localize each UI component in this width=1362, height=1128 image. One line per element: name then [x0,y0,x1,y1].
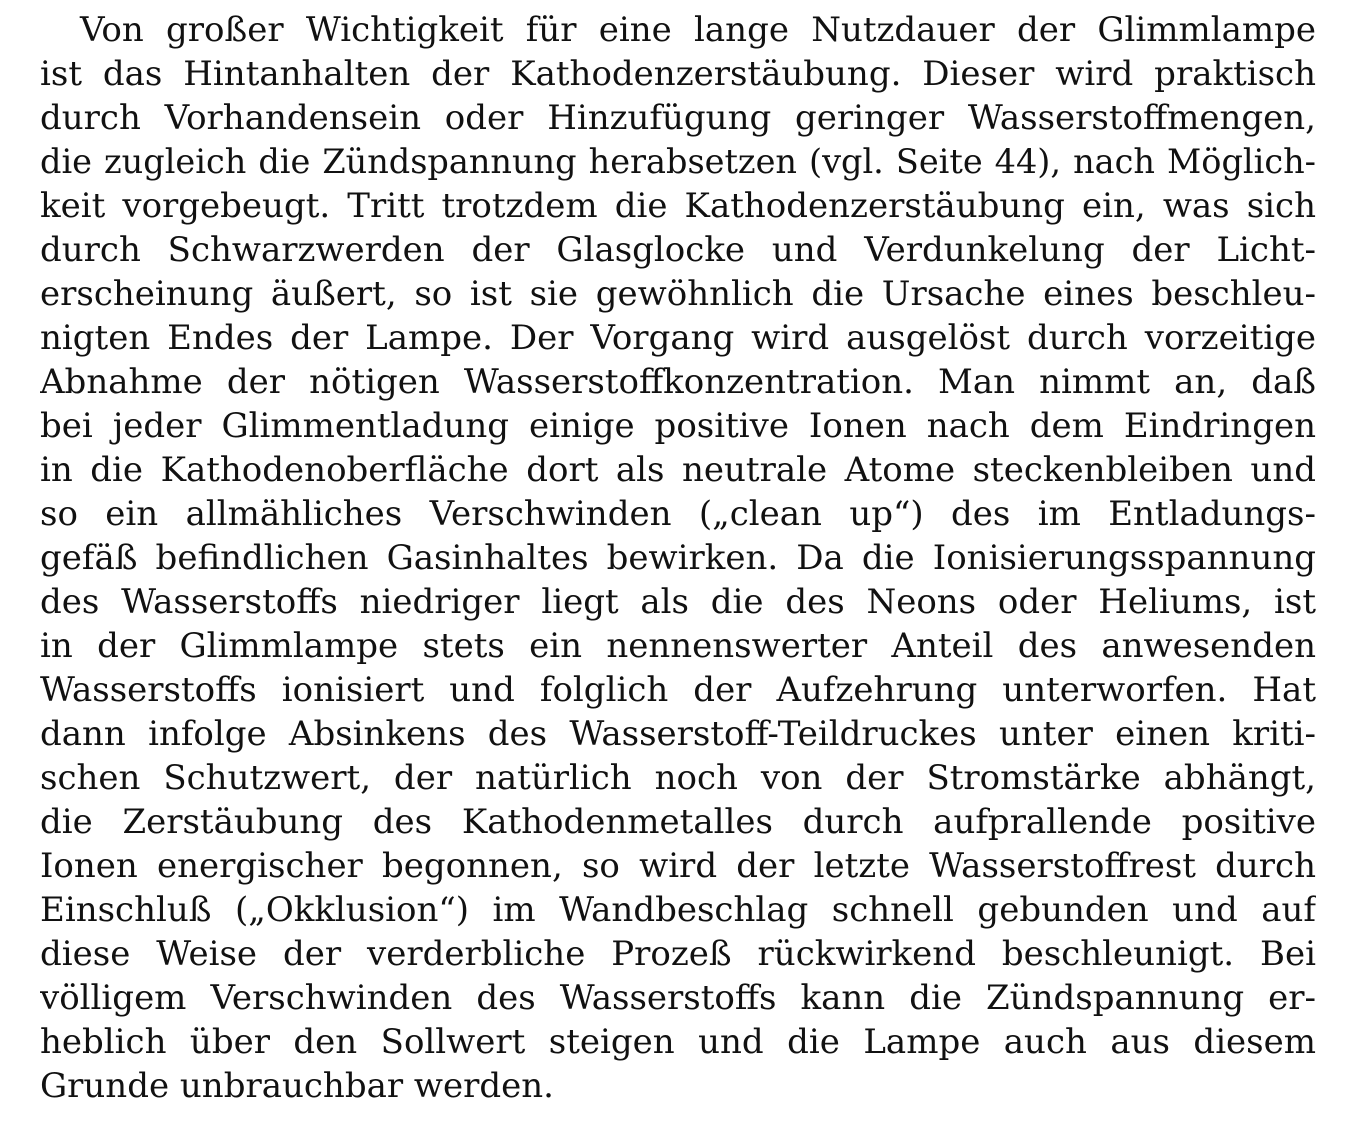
text-line: schen Schutzwert, der natürlich noch von der Stromstärke abhängt, [40,758,1316,798]
text-line: erscheinung äußert, so ist sie gewöhnlich die Ursache eines beschleu- [40,274,1316,314]
text-line: Abnahme der nötigen Wasserstoffkonzentration. Man nimmt an, daß [40,362,1316,402]
text-line: Einschluß („Okklusion“) im Wandbeschlag schnell gebunden und auf [40,890,1316,930]
text-line: so ein allmähliches Verschwinden („clean up“) des im Entladungs- [40,494,1316,534]
text-line: Von großer Wichtigkeit für eine lange Nutzdauer der Glimmlampe [80,10,1316,50]
text-line: diese Weise der verderbliche Prozeß rückwirkend beschleunigt. Bei [40,934,1316,974]
text-line: durch Schwarzwerden der Glasglocke und Verdunkelung der Licht- [40,230,1316,270]
text-line: dann infolge Absinkens des Wasserstoff-Teildruckes unter einen kriti- [40,714,1316,754]
text-line: die zugleich die Zündspannung herabsetzen (vgl. Seite 44), nach Möglich- [40,142,1316,181]
body-paragraph [40,8,1316,1108]
text-line: Grunde unbrauchbar werden. [40,1066,554,1106]
text-line: bei jeder Glimmentladung einige positive Ionen nach dem Eindringen [40,406,1316,446]
text-line: die Zerstäubung des Kathodenmetalles durch aufprallende positive [40,802,1316,842]
text-line: durch Vorhandensein oder Hinzufügung geringer Wasserstoffmengen, [40,98,1316,138]
text-line: gefäß befindlichen Gasinhaltes bewirken. Da die Ionisierungsspannung [40,538,1316,578]
text-line: heblich über den Sollwert steigen und die Lampe auch aus diesem [40,1022,1316,1062]
text-line: nigten Endes der Lampe. Der Vorgang wird ausgelöst durch vorzeitige [40,318,1316,358]
text-line: des Wasserstoffs niedriger liegt als die des Neons oder Heliums, ist [40,582,1316,622]
text-line: Wasserstoffs ionisiert und folglich der Aufzehrung unterworfen. Hat [40,670,1316,710]
text-line: Ionen energischer begonnen, so wird der letzte Wasserstoffrest durch [40,846,1316,886]
text-line: keit vorgebeugt. Tritt trotzdem die Kathodenzerstäubung ein, was sich [40,186,1316,226]
text-line: völligem Verschwinden des Wasserstoffs kann die Zündspannung er- [40,978,1316,1018]
text-line: ist das Hintanhalten der Kathodenzerstäubung. Dieser wird praktisch [40,54,1316,94]
text-line: in der Glimmlampe stets ein nennenswerter Anteil des anwesenden [40,626,1316,666]
text-line: in die Kathodenoberfläche dort als neutrale Atome steckenbleiben und [40,450,1316,490]
